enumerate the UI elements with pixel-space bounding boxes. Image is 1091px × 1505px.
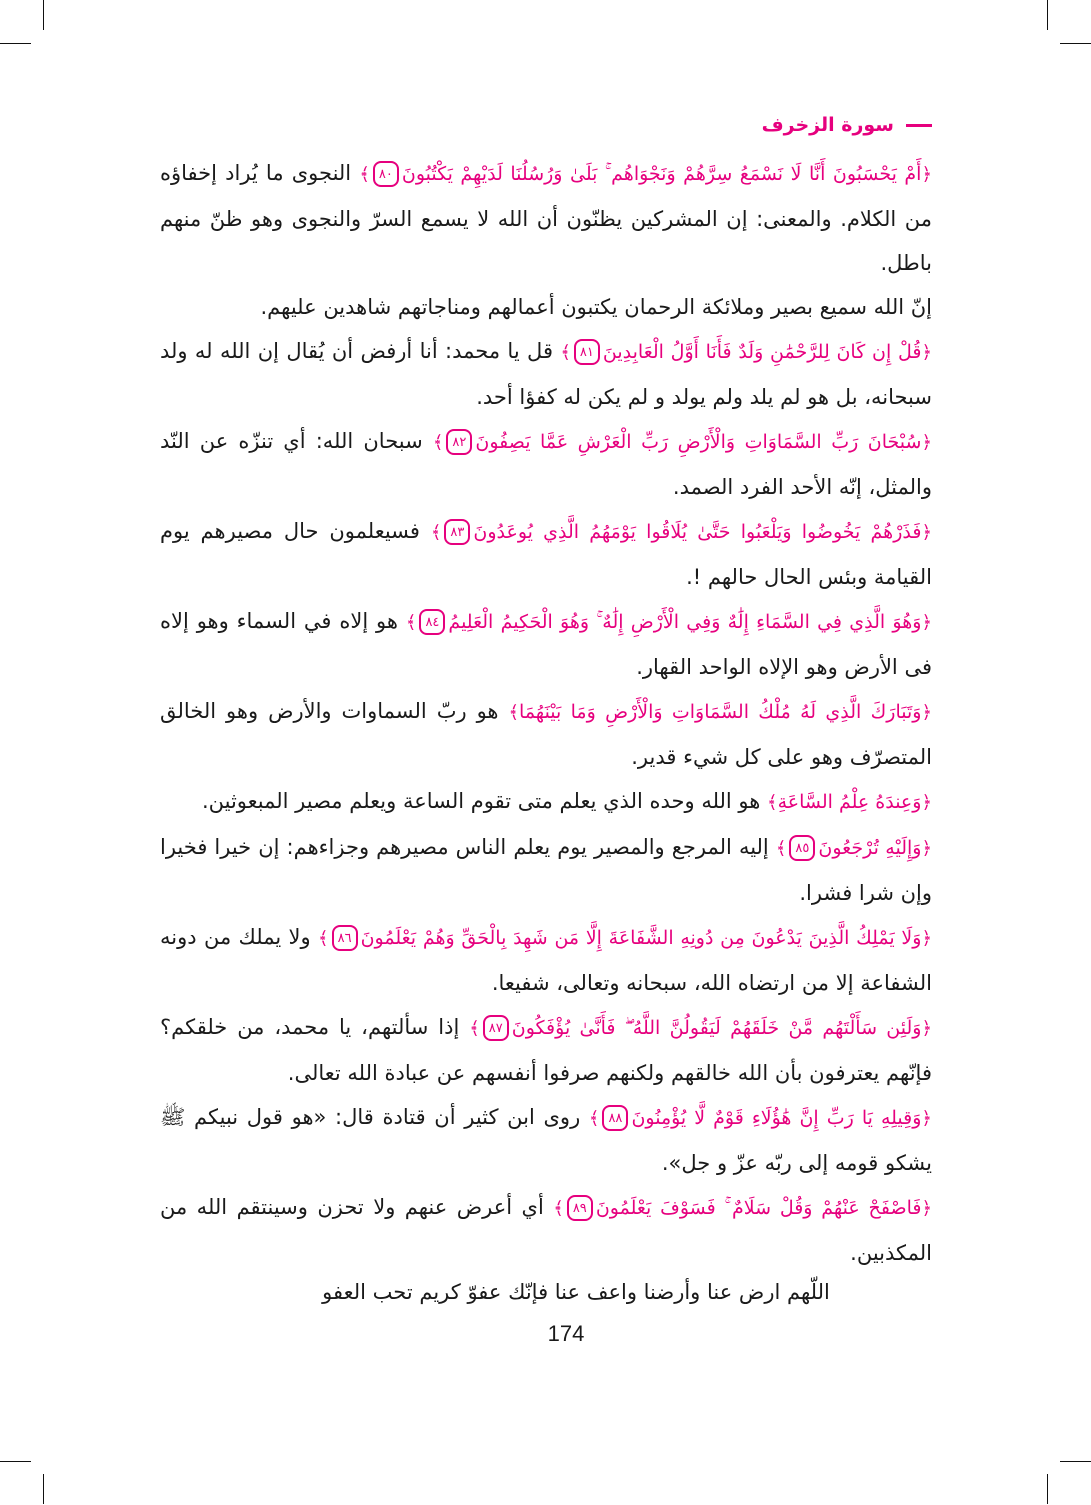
page-number: 174 <box>547 1321 585 1346</box>
tafsir-paragraph <box>160 329 932 419</box>
commentary-text: سبحان الله: أي تنزّه عن النّد والمثل، إنّه الأحد الفرد الصمد. <box>160 429 932 499</box>
tafsir-paragraph <box>160 1005 932 1095</box>
verse-number-medallion: ٨٣ <box>444 519 470 545</box>
verse-open-bracket: ﴿ <box>921 612 932 633</box>
tafsir-paragraph <box>160 689 932 779</box>
verse-close-bracket: ﴾ <box>318 928 329 949</box>
commentary-text: هو الله وحده الذي يعلم متى تقوم الساعة ويعلم مصير المبعوثين. <box>201 789 761 813</box>
quran-verse: فَذَرْهُمْ يَخُوضُوا وَيَلْعَبُوا حَتَّىٰ يُلَاقُوا يَوْمَهُمُ الَّذِي يُوعَدُونَ <box>473 521 922 543</box>
crop-mark-top-left-horizontal <box>0 43 31 44</box>
crop-mark-bottom-left-horizontal <box>0 1461 31 1462</box>
verse-open-bracket: ﴿ <box>921 792 932 813</box>
book-page <box>160 105 932 1347</box>
quran-verse: أَمْ يَحْسَبُونَ أَنَّا لَا نَسْمَعُ سِرَّهُمْ وَنَجْوَاهُم ۚ بَلَىٰ وَرُسُلُنَا لَدَيْهِمْ يَكْتُبُونَ <box>401 163 922 185</box>
tafsir-paragraph <box>160 779 932 825</box>
crop-mark-top-right-horizontal <box>1060 43 1091 44</box>
commentary-text: النجوى ما يُراد إخفاؤه من الكلام. والمعنى: إن المشركين يظنّون أن الله لا يسمع السرّ والنجوى وهو ظنّ منهم باطل. <box>160 161 932 275</box>
verse-open-bracket: ﴿ <box>921 1108 932 1129</box>
tafsir-paragraph <box>160 285 932 329</box>
commentary-text: هو إلاه في السماء وهو إلاه فى الأرض وهو الإلاه الواحد القهار. <box>160 609 932 679</box>
verse-number-medallion: ٨٢ <box>446 429 472 455</box>
verse-number-medallion: ٨٠ <box>373 161 399 187</box>
quran-verse: قُلْ إِن كَانَ لِلرَّحْمَٰنِ وَلَدٌ فَأَنَا أَوَّلُ الْعَابِدِينَ <box>602 341 922 363</box>
crop-mark-top-left-vertical <box>43 0 44 30</box>
verse-number-medallion: ٨٦ <box>332 925 358 951</box>
commentary-text: قل يا محمد: أنا أرفض أن يُقال إن الله له ولد سبحانه، بل هو لم يلد ولم يولد و لم يكن له كفؤا أحد. <box>160 339 932 409</box>
tafsir-paragraph <box>160 419 932 509</box>
verse-close-bracket: ﴾ <box>359 164 370 185</box>
verse-open-bracket: ﴿ <box>921 1018 933 1039</box>
tafsir-paragraph <box>160 1185 932 1275</box>
crop-mark-bottom-right-vertical <box>1047 1474 1048 1504</box>
commentary-text: ولا يملك من دونه الشفاعة إلا من ارتضاه الله، سبحانه وتعالى، شفيعا. <box>160 925 932 995</box>
crop-mark-bottom-right-horizontal <box>1060 1461 1091 1462</box>
verse-open-bracket: ﴿ <box>921 838 932 859</box>
crop-mark-bottom-left-vertical <box>43 1474 44 1504</box>
commentary-text: أي أعرض عنهم ولا تحزن وسينتقم الله من المكذبين. <box>160 1195 932 1265</box>
commentary-text: إليه المرجع والمصير يوم يعلم الناس مصيرهم وجزاءهم: إن خيرا فخيرا وإن شرا فشرا. <box>160 835 932 905</box>
verse-number-medallion: ٨٤ <box>419 609 445 635</box>
tafsir-paragraph <box>160 151 932 285</box>
commentary-text: إذا سألتهم، يا محمد، من خلقكم؟ فإنّهم يعترفون بأن الله خالقهم ولكنهم صرفوا أنفسهم عن عبادة الله تعالى. <box>160 1015 932 1085</box>
closing-supplication: اللّهم ارض عنا وأرضنا واعف عنا فإنّك عفوّ كريم تحب العفو <box>322 1280 830 1304</box>
quran-verse: وَعِندَهُ عِلْمُ السَّاعَةِ <box>777 791 922 813</box>
verse-open-bracket: ﴿ <box>921 342 932 363</box>
verse-open-bracket: ﴿ <box>921 702 933 723</box>
header-rule <box>906 124 932 127</box>
quran-verse: فَاصْفَحْ عَنْهُمْ وَقُلْ سَلَامٌ ۚ فَسَوْفَ يَعْلَمُونَ <box>595 1197 922 1219</box>
verse-close-bracket: ﴾ <box>430 522 442 543</box>
quran-verse: وَلَئِن سَأَلْتَهُم مَّنْ خَلَقَهُمْ لَيَقُولُنَّ اللَّهُ ۖ فَأَنَّىٰ يُؤْفَكُونَ <box>511 1017 922 1039</box>
quran-verse: وَتَبَارَكَ الَّذِي لَهُ مُلْكُ السَّمَاوَاتِ وَالْأَرْضِ وَمَا بَيْنَهُمَا <box>519 701 922 723</box>
verse-close-bracket: ﴾ <box>469 1018 480 1039</box>
tafsir-paragraph <box>160 915 932 1005</box>
verse-close-bracket: ﴾ <box>560 342 571 363</box>
verse-open-bracket: ﴿ <box>921 1198 932 1219</box>
quran-verse: وَهُوَ الَّذِي فِي السَّمَاءِ إِلَٰهٌ وَفِي الْأَرْضِ إِلَٰهٌ ۚ وَهُوَ الْحَكِيمُ الْعَلِيمُ <box>448 611 922 633</box>
quran-verse: وَقِيلِهِ يَا رَبِّ إِنَّ هَٰؤُلَاءِ قَوْمٌ لَّا يُؤْمِنُونَ <box>631 1107 922 1129</box>
commentary-text: إنّ الله سميع بصير وملائكة الرحمان يكتبون أعمالهم ومناجاتهم شاهدين عليهم. <box>260 295 932 319</box>
verse-close-bracket: ﴾ <box>767 792 778 813</box>
crop-mark-top-right-vertical <box>1047 0 1048 30</box>
commentary-text: هو ربّ السماوات والأرض وهو الخالق المتصرّف وهو على كل شيء قدير. <box>160 699 932 769</box>
verse-open-bracket: ﴿ <box>921 164 932 185</box>
verse-number-medallion: ٨١ <box>574 339 600 365</box>
tafsir-paragraph <box>160 599 932 689</box>
quran-verse: سُبْحَانَ رَبِّ السَّمَاوَاتِ وَالْأَرْضِ رَبِّ الْعَرْشِ عَمَّا يَصِفُونَ <box>475 431 922 453</box>
tafsir-paragraph <box>160 509 932 599</box>
tafsir-paragraph <box>160 1095 932 1185</box>
verse-close-bracket: ﴾ <box>775 838 787 859</box>
verse-close-bracket: ﴾ <box>405 612 417 633</box>
verse-number-medallion: ٨٨ <box>602 1105 628 1131</box>
commentary-text: فسيعلمون حال مصيرهم يوم القيامة وبئس الحال حالهم !. <box>160 519 932 589</box>
verse-close-bracket: ﴾ <box>588 1108 600 1129</box>
verse-number-medallion: ٨٩ <box>567 1195 593 1221</box>
quran-verse: وَإِلَيْهِ تُرْجَعُونَ <box>818 837 922 859</box>
surah-title: سورة الزخرف <box>761 114 894 136</box>
verse-number-medallion: ٨٥ <box>789 835 815 861</box>
verse-close-bracket: ﴾ <box>553 1198 564 1219</box>
verse-open-bracket: ﴿ <box>921 432 932 453</box>
commentary-text: روى ابن كثير أن قتادة قال: «هو قول نبيكم ﷺ يشكو قومه إلى ربّه عزّ و جل». <box>160 1105 932 1175</box>
quran-verse: وَلَا يَمْلِكُ الَّذِينَ يَدْعُونَ مِن دُونِهِ الشَّفَاعَةَ إِلَّا مَن شَهِدَ بِالْحَقِّ وَهُمْ يَعْلَمُونَ <box>360 927 922 949</box>
running-header <box>160 105 932 145</box>
verse-open-bracket: ﴿ <box>921 928 932 949</box>
tafsir-paragraph <box>160 825 932 915</box>
verse-close-bracket: ﴾ <box>432 432 444 453</box>
verse-close-bracket: ﴾ <box>508 702 520 723</box>
tafsir-body <box>160 151 932 1275</box>
verse-number-medallion: ٨٧ <box>483 1015 509 1041</box>
verse-open-bracket: ﴿ <box>921 522 932 543</box>
